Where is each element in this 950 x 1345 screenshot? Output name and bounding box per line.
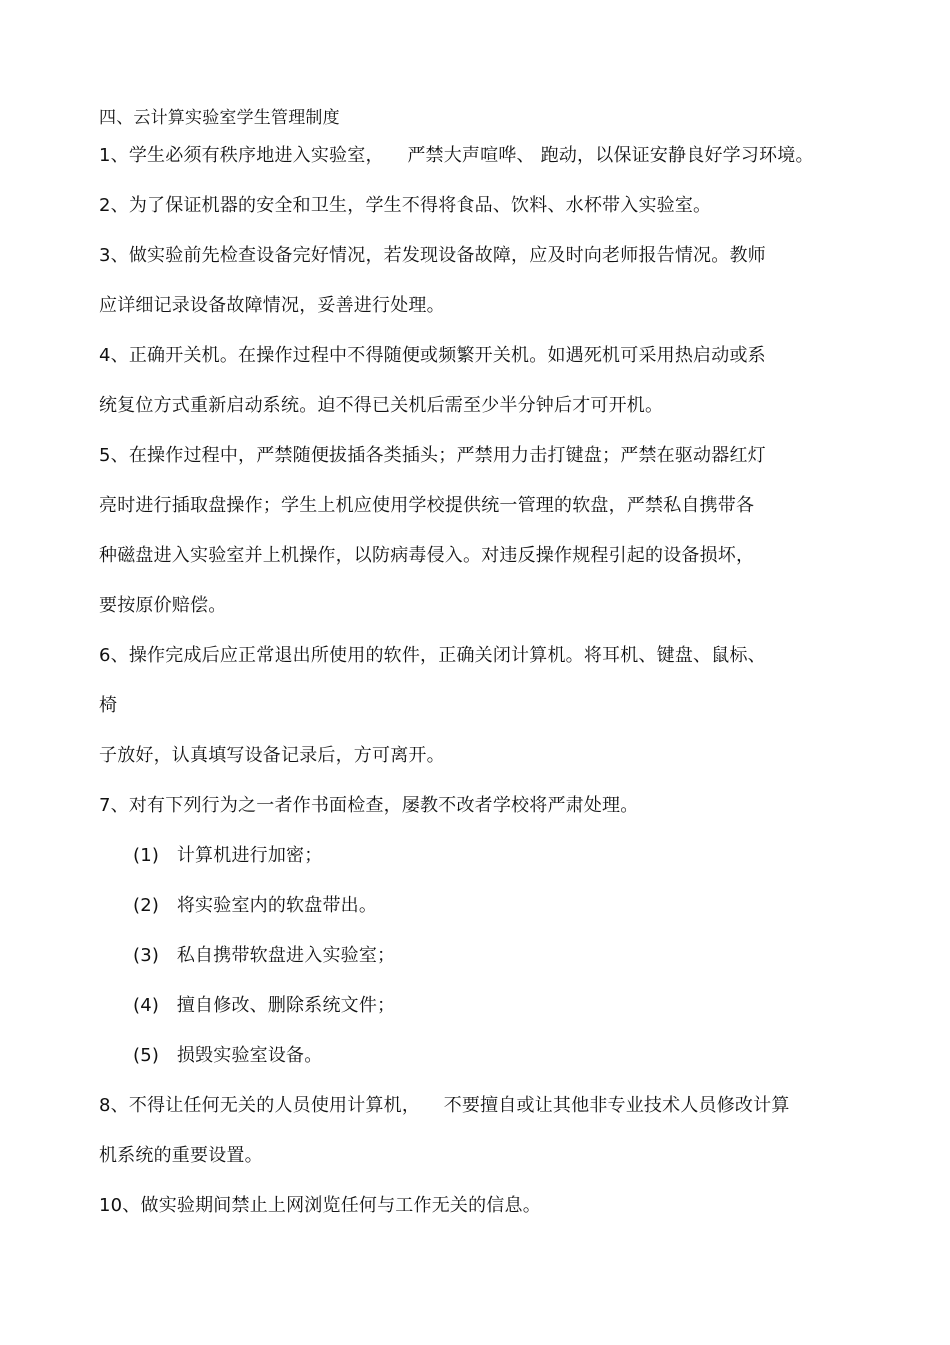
rule-3-line-2: 应详细记录设备故障情况，妥善进行处理。 <box>99 295 445 316</box>
rule-7-item-4: (4) 擅自修改、删除系统文件； <box>133 995 396 1016</box>
rule-7-item-5: (5) 损毁实验室设备。 <box>133 1045 323 1066</box>
rule-7: 7、对有下列行为之一者作书面检查，屡教不改者学校将严肃处理。 <box>99 795 639 816</box>
rule-5-line-2: 亮时进行插取盘操作；学生上机应使用学校提供统一管理的软盘，严禁私自携带各 <box>99 495 755 516</box>
rule-7-item-2: (2) 将实验室内的软盘带出。 <box>133 895 378 916</box>
rule-5-line-1: 5、在操作过程中，严禁随便拔插各类插头；严禁用力击打键盘；严禁在驱动器红灯 <box>99 445 766 466</box>
rule-2: 2、为了保证机器的安全和卫生，学生不得将食品、饮料、水杯带入实验室。 <box>99 195 712 216</box>
rule-10: 10、做实验期间禁止上网浏览任何与工作无关的信息。 <box>99 1195 541 1216</box>
rule-7-item-1: (1) 计算机进行加密； <box>133 845 323 866</box>
rule-7-item-3: (3) 私自携带软盘进入实验室； <box>133 945 396 966</box>
rule-5-line-3: 种磁盘进入实验室并上机操作，以防病毒侵入。对违反操作规程引起的设备损坏， <box>99 545 755 566</box>
document-title: 四、云计算实验室学生管理制度 <box>99 108 340 128</box>
rule-4-line-1: 4、正确开关机。在操作过程中不得随便或频繁开关机。如遇死机可采用热启动或系 <box>99 345 766 366</box>
rule-4-line-2: 统复位方式重新启动系统。迫不得已关机后需至少半分钟后才可开机。 <box>99 395 664 416</box>
rule-8-line-2: 机系统的重要设置。 <box>99 1145 263 1166</box>
rule-1: 1、学生必须有秩序地进入实验室， 严禁大声喧哗、 跑动，以保证安静良好学习环境。 <box>99 145 814 166</box>
rule-6-line-1: 6、操作完成后应正常退出所使用的软件，正确关闭计算机。将耳机、键盘、鼠标、 <box>99 645 766 666</box>
rule-5-line-4: 要按原价赔偿。 <box>99 595 227 616</box>
rule-6-line-3: 子放好，认真填写设备记录后，方可离开。 <box>99 745 445 766</box>
rule-6-line-2: 椅 <box>99 695 118 716</box>
rule-3-line-1: 3、做实验前先检查设备完好情况，若发现设备故障，应及时向老师报告情况。教师 <box>99 245 766 266</box>
rule-8-line-1: 8、不得让任何无关的人员使用计算机， 不要擅自或让其他非专业技术人员修改计算 <box>99 1095 790 1116</box>
